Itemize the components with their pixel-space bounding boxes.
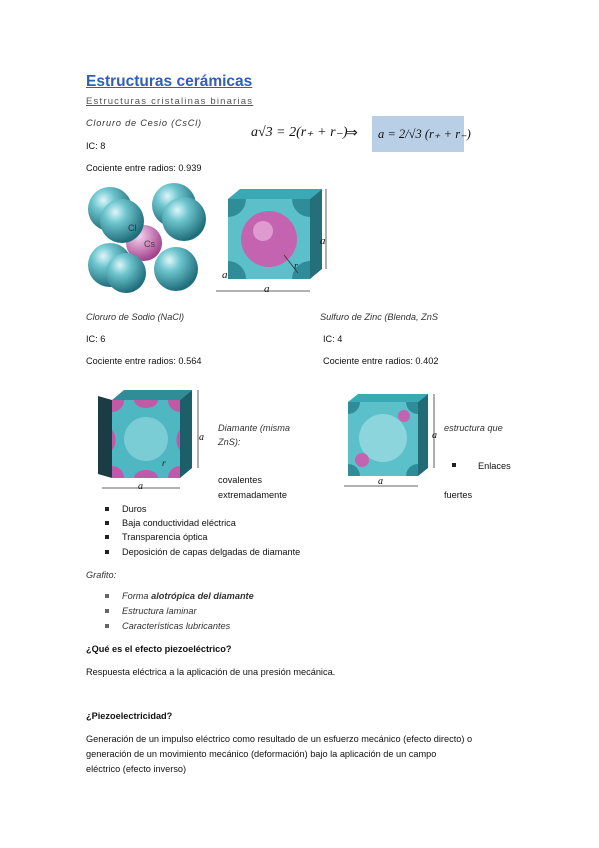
nacl-heading: Cloruro de Sodio (NaCl) [86,312,185,322]
piezo-question-2: ¿Piezoelectricidad? [86,711,173,721]
bullet-marker [105,521,109,525]
formula-arrow: ⇒ [346,124,358,140]
zns-heading: Sulfuro de Zinc (Blenda, ZnS [320,312,438,322]
list-item: Deposición de capas delgadas de diamante [122,547,301,557]
nacl-cube-image [98,386,210,494]
bullet-marker [105,609,109,613]
grafito-item-1-prefix: Forma [122,591,152,601]
grafito-heading: Grafito: [86,570,117,580]
diamante-line1: Diamante (misma [218,423,290,433]
cscl-ic: IC: 8 [86,141,106,151]
zns-bottom-label: a [378,476,383,487]
nacl-radius-label: r [162,458,166,468]
zns-ratio: Cociente entre radios: 0.402 [323,356,439,366]
zns-edge-label: a [432,430,437,441]
zns-ic: IC: 4 [323,334,343,344]
nacl-ratio: Cociente entre radios: 0.564 [86,356,202,366]
piezo-line-2: generación de un movimiento mecánico (deformación) bajo la aplicación de un campo [86,749,437,759]
cube-bottom-label: a [264,283,270,295]
nacl-bottom-label: a [138,481,143,492]
cscl-ratio: Cociente entre radios: 0.939 [86,163,202,173]
grafito-item-3: Características lubricantes [122,621,231,631]
cube-radius-label: r [294,261,298,272]
formula-right: a = 2/√3 (r₊ + r₋) [378,127,471,141]
fuertes-word: fuertes [444,490,473,500]
piezo-line-1: Generación de un impulso eléctrico como resultado de un esfuerzo mecánico (efecto directo) o [86,734,473,744]
page-title: Estructuras cerámicas [86,73,253,90]
bullet-marker [105,594,109,598]
enlaces-word: Enlaces [478,461,511,471]
bullet-marker [105,535,109,539]
nacl-edge-label: a [199,432,204,443]
extremadamente-word: extremadamente [218,490,287,500]
cscl-cube-image [216,185,332,297]
page-subtitle: Estructuras cristalinas binarias [86,96,254,107]
list-item: Baja conductividad eléctrica [122,518,236,528]
cscl-heading: Cloruro de Cesio (CsCl) [86,118,202,128]
covalentes-word: covalentes [218,475,262,485]
nacl-ic: IC: 6 [86,334,106,344]
cl-label: Cl [128,223,137,233]
cube-edge-label: a [320,235,326,247]
bullet-marker [105,550,109,554]
grafito-item-1 [122,591,254,601]
formula-left: a√3 = 2(r₊ + r₋) [251,125,348,140]
cscl-spheres-image [86,183,210,295]
bullet-marker [452,463,456,467]
piezo-answer-1: Respuesta eléctrica a la aplicación de una presión mecánica. [86,667,336,677]
bullet-marker [105,624,109,628]
cube-depth-label: a [222,269,228,281]
diamante-line2: ZnS): [218,437,241,447]
zns-cube-image [338,390,442,490]
list-item: Transparencia óptica [122,532,208,542]
list-item: Duros [122,504,147,514]
diamante-col2: estructura que [444,423,503,433]
piezo-line-3: eléctrico (efecto inverso) [86,764,187,774]
grafito-item-2: Estructura laminar [122,606,197,616]
grafito-item-1-bold: alotrópica del diamante [151,591,254,601]
cs-label: Cs [144,239,155,249]
bullet-marker [105,507,109,511]
piezo-question-1: ¿Qué es el efecto piezoeléctrico? [86,644,232,654]
